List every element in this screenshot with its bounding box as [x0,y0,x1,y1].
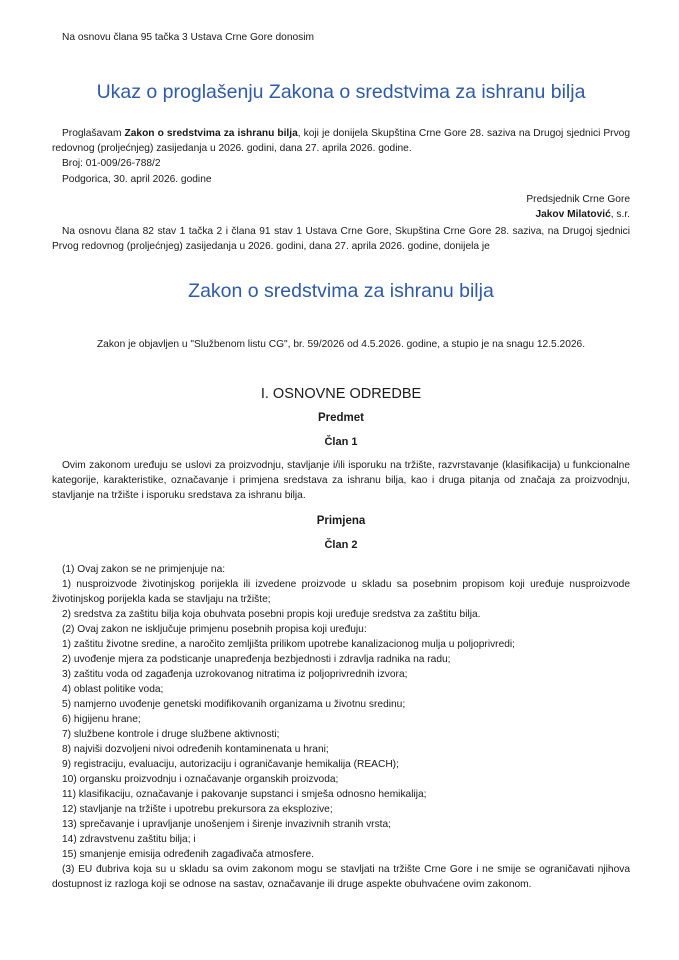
proclamation-suffix: , koji je donijela Skupština Crne Gore 28. saziva na Drugoj sjednici Prvog redovnog (proljećnjeg) zasijedanja u 2026. godini, dana 27. aprila 2026. godine. [52,128,630,154]
signature-line [52,207,630,222]
article-2-line: 2) sredstva za zaštitu bilja koja obuhvata posebni propis koji uređuje sredstva za zaštitu bilja. [62,609,481,620]
article-1-text: Ovim zakonom uređuju se uslovi za proizvodnju, stavljanje i/ili isporuku na tržište, razvrstavanje (klasifikacija) u funkcionalne kategorije, karakteristike, označavanje i primjena sredstava za ishranu bilja, kao i druga pitanja od značaja za proizvodnju, stavljanje na tržište i isporuku sredstava za ishranu bilja. [52,460,630,501]
place-date-line: Podgorica, 30. april 2026. godine [62,174,212,185]
article-2-line: 12) stavljanje na tržište i upotrebu prekursora za eksplozive; [62,804,333,815]
proclamation-paragraph [52,126,630,156]
article-2-line: (2) Ovaj zakon ne isključuje primjenu posebnih propisa koji uređuju: [62,624,367,635]
article-2-line: 1) zaštitu životne sredine, a naročito zemljišta prilikom upotrebe kanalizacionog mulja u poljoprivredi; [62,639,516,650]
article-2-line: 14) zdravstvenu zaštitu bilja; i [62,834,196,845]
broj-line: Broj: 01-009/26-788/2 [62,158,161,169]
article-2-line: 5) namjerno uvođenje genetski modifikovanih organizama u životnu sredinu; [62,699,406,710]
article-1-heading: Član 1 [324,436,358,448]
ukaz-title: Ukaz o proglašenju Zakona o sredstvima za ishranu bilja [96,81,586,103]
article-2-line: (3) EU đubriva koja su u skladu sa ovim zakonom mogu se stavljati na tržište Crne Gore i ne smije se ograničavati njihova dostupnost iz razloga koji se odnose na sastav, označavanje ili druge aspekte obuhvaćene ovim zakonom. [52,864,630,890]
intro-line: Na osnovu člana 95 tačka 3 Ustava Crne Gore donosim [62,32,314,43]
article-2-line: 15) smanjenje emisija određenih zagađivača atmosfere. [62,849,314,860]
article-2-line: 6) higijenu hrane; [62,714,141,725]
article-2-body [52,562,630,892]
article-2-line: 11) klasifikaciju, označavanje i pakovanje supstanci i smješa odnosno hemikalija; [62,789,427,800]
proclamation-law-name: Zakon o sredstvima za ishranu bilja [124,128,298,139]
article-2-line: 1) nusproizvode životinjskog porijekla ili izvedene proizvode u skladu sa posebnim propisom koji uređuje nusproizvode životinjskog porijekla kada se stavljaju na tržište; [52,579,630,605]
section-heading: I. OSNOVNE ODREDBE [260,386,422,402]
signature-suffix: , s.r. [610,209,630,220]
heading-predmet: Predmet [317,412,365,424]
article-2-line: 9) registraciju, evaluaciju, autorizaciju i ograničavanje hemikalija (REACH); [62,759,399,770]
article-2-heading: Član 2 [324,539,358,551]
article-2-line: 4) oblast politike voda; [62,684,164,695]
heading-primjena: Primjena [316,515,366,527]
article-2-line: (1) Ovaj zakon se ne primjenjuje na: [62,564,226,575]
signature-title: Predsjednik Crne Gore [526,194,630,205]
article-2-line: 8) najviši dozvoljeni nivoi određenih kontaminenata u hrani; [62,744,329,755]
article-2-line: 10) organsku proizvodnju i označavanje organskih proizvoda; [62,774,339,785]
article-2-line: 3) zaštitu voda od zagađenja uzrokovanog nitratima iz poljoprivrednih izvora; [62,669,408,680]
signature-name: Jakov Milatović [535,209,611,220]
publication-note: Zakon je objavljen u "Službenom listu CG", br. 59/2026 od 4.5.2026. godine, a stupio je na snagu 12.5.2026. [96,339,586,350]
law-title: Zakon o sredstvima za ishranu bilja [188,280,494,302]
article-2-line: 7) službene kontrole i druge službene aktivnosti; [62,729,280,740]
article-2-line: 2) uvođenje mjera za podsticanje unapređenja bezbjednosti i zdravlja radnika na radu; [62,654,451,665]
proclamation-prefix: Proglašavam [62,128,125,139]
article-2-line: 13) sprečavanje i upravljanje unošenjem i širenje invazivnih stranih vrsta; [62,819,391,830]
basis-paragraph: Na osnovu člana 82 stav 1 tačka 2 i člana 91 stav 1 Ustava Crne Gore, Skupština Crne Gore 28. saziva, na Drugoj sjednici Prvog redovnog (proljećnjeg) zasijedanja u 2026. godini, dana 27. aprila 2026. godine, donijela je [52,226,630,252]
